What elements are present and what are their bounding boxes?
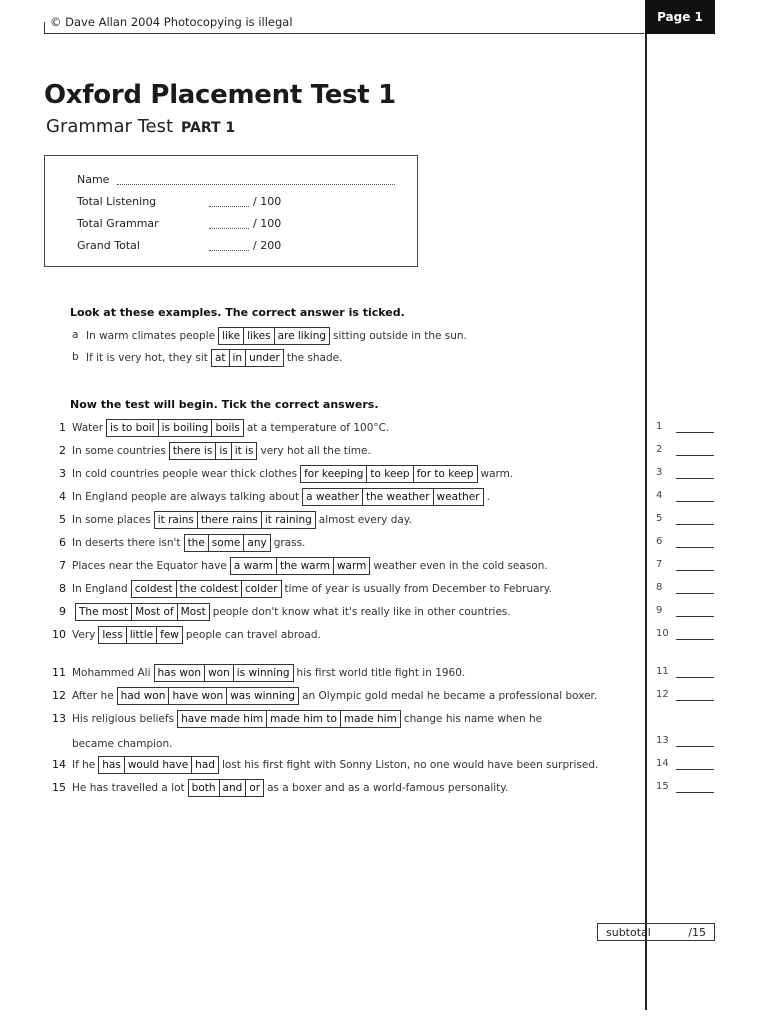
question-continuation: grass. xyxy=(273,537,306,549)
question-prompt: In warm climates people xyxy=(86,330,216,342)
question-text xyxy=(72,709,542,729)
subtotal-value: /15 xyxy=(688,925,706,939)
answer-blank[interactable] xyxy=(656,778,716,798)
answer-options xyxy=(131,580,282,598)
answer-options xyxy=(154,511,316,529)
answer-line xyxy=(676,432,714,433)
question-continuation: people can travel abroad. xyxy=(185,629,321,641)
question-text xyxy=(72,602,511,622)
answer-blank[interactable] xyxy=(656,464,716,484)
answer-number: 11 xyxy=(656,666,669,677)
answer-options xyxy=(302,488,483,506)
question-continuation: change his name when he xyxy=(403,713,543,725)
answer-option[interactable]: the warm xyxy=(276,558,333,574)
answer-line xyxy=(676,570,714,571)
answer-blank[interactable] xyxy=(656,510,716,530)
part-label: PART 1 xyxy=(181,120,236,136)
answer-option[interactable]: it rains xyxy=(157,514,194,526)
answer-options xyxy=(300,465,477,483)
answer-blank[interactable] xyxy=(656,418,716,438)
answer-option[interactable]: under xyxy=(245,350,283,366)
example-label: b xyxy=(72,351,79,363)
answer-option[interactable]: Most of xyxy=(131,604,177,620)
question-text xyxy=(86,326,467,346)
answer-option[interactable]: won xyxy=(204,665,233,681)
answer-option[interactable]: weather xyxy=(433,489,483,505)
question-continuation: warm. xyxy=(480,468,514,480)
question-continuation: at a temperature of 100°C. xyxy=(246,422,390,434)
score-field-grammar[interactable] xyxy=(209,218,249,229)
question-continuation: very hot all the time. xyxy=(260,445,371,457)
question-prompt: He has travelled a lot xyxy=(72,782,185,794)
answer-options xyxy=(75,603,210,621)
answer-option[interactable]: likes xyxy=(243,328,273,344)
score-value-grammar: / 100 xyxy=(253,217,282,230)
answer-option[interactable]: like xyxy=(222,330,241,342)
question-text xyxy=(72,441,371,461)
answer-option[interactable]: there rains xyxy=(197,512,261,528)
question-prompt: In England people are always talking about xyxy=(72,491,300,503)
answer-option[interactable]: a weather xyxy=(306,491,359,503)
answer-blank[interactable] xyxy=(656,602,716,622)
question-number: 12 xyxy=(52,689,66,702)
answer-option[interactable]: for keeping xyxy=(304,468,364,480)
question-continuation: the shade. xyxy=(286,352,343,364)
question-number: 1 xyxy=(59,421,66,434)
question-number: 10 xyxy=(52,628,66,641)
question-prompt: In some countries xyxy=(72,445,166,457)
margin-rule xyxy=(645,0,647,1010)
answer-option[interactable]: any xyxy=(243,535,269,551)
answer-option[interactable]: coldest xyxy=(134,583,173,595)
answer-line xyxy=(676,593,714,594)
answer-option[interactable]: is winning xyxy=(233,665,293,681)
answer-blank[interactable] xyxy=(656,686,716,706)
question-number: 3 xyxy=(59,467,66,480)
answer-number: 2 xyxy=(656,444,663,455)
question-row xyxy=(0,709,640,729)
question-number: 13 xyxy=(52,712,66,725)
score-field-grand-total[interactable] xyxy=(209,240,249,251)
example-row xyxy=(0,348,640,368)
answer-option[interactable]: made him xyxy=(340,711,400,727)
answer-line xyxy=(676,677,714,678)
answer-option[interactable]: has won xyxy=(157,667,202,679)
question-text xyxy=(72,778,508,798)
answer-option[interactable]: in xyxy=(229,350,246,366)
answer-number: 1 xyxy=(656,421,663,432)
question-continuation: people don't know what it's really like in other countries. xyxy=(212,606,511,618)
answer-options xyxy=(169,442,258,460)
answer-options xyxy=(188,779,264,797)
answer-line xyxy=(676,478,714,479)
question-prompt: His religious beliefs xyxy=(72,713,175,725)
question-text xyxy=(72,663,465,683)
question-row xyxy=(0,533,640,553)
question-continuation: . xyxy=(486,491,490,503)
page-title: Oxford Placement Test 1 xyxy=(44,80,396,110)
answer-option[interactable]: boils xyxy=(211,420,242,436)
answer-option[interactable]: a warm xyxy=(233,560,274,572)
answer-option[interactable]: would have xyxy=(124,757,191,773)
question-number: 15 xyxy=(52,781,66,794)
answer-line xyxy=(676,639,714,640)
answer-line xyxy=(676,700,714,701)
answer-option[interactable]: at xyxy=(214,352,226,364)
answer-line xyxy=(676,455,714,456)
answer-options xyxy=(106,419,244,437)
answer-option[interactable]: few xyxy=(156,627,182,643)
question-number: 11 xyxy=(52,666,66,679)
answer-option[interactable]: it raining xyxy=(261,512,315,528)
answer-option[interactable]: warm xyxy=(333,558,369,574)
score-field-listening[interactable] xyxy=(209,196,249,207)
question-continuation: almost every day. xyxy=(318,514,412,526)
answer-option[interactable]: has xyxy=(102,759,121,771)
question-row xyxy=(0,755,640,775)
subtotal-box xyxy=(597,923,715,941)
question-prompt: If he xyxy=(72,759,96,771)
answer-option[interactable]: had xyxy=(191,757,218,773)
answer-option[interactable]: had won xyxy=(120,690,166,702)
answer-number: 7 xyxy=(656,559,663,570)
answer-blank[interactable] xyxy=(656,579,716,599)
answer-option[interactable]: is to boil xyxy=(110,422,155,434)
score-label-listening: Total Listening xyxy=(77,195,157,208)
answer-option[interactable]: for to keep xyxy=(413,466,477,482)
answer-option[interactable]: there is xyxy=(172,445,213,457)
answer-options xyxy=(211,349,284,367)
answer-option[interactable]: to keep xyxy=(366,466,412,482)
question-row xyxy=(0,464,640,484)
answer-number: 6 xyxy=(656,536,663,547)
name-label: Name xyxy=(77,173,110,186)
question-text xyxy=(72,510,412,530)
question-row xyxy=(0,510,640,530)
question-prompt: In England xyxy=(72,583,128,595)
answer-number: 3 xyxy=(656,467,663,478)
answer-line xyxy=(676,524,714,525)
score-label-grand-total: Grand Total xyxy=(77,239,140,252)
question-prompt: In deserts there isn't xyxy=(72,537,181,549)
question-text xyxy=(72,533,305,553)
question-number: 8 xyxy=(59,582,66,595)
question-row xyxy=(0,663,640,683)
answer-options xyxy=(177,710,401,728)
answer-option[interactable]: the weather xyxy=(362,489,433,505)
test-instruction: Now the test will begin. Tick the correct answers. xyxy=(70,398,379,411)
subtitle-text: Grammar Test xyxy=(46,116,174,137)
answer-number: 12 xyxy=(656,689,669,700)
example-label: a xyxy=(72,329,79,341)
question-text xyxy=(86,348,342,368)
answer-option[interactable]: is boiling xyxy=(158,420,212,436)
answer-options xyxy=(98,626,183,644)
answer-option[interactable]: it is xyxy=(231,443,257,459)
question-number: 7 xyxy=(59,559,66,572)
question-text xyxy=(72,686,597,706)
answer-options xyxy=(154,664,294,682)
answer-option[interactable]: colder xyxy=(241,581,281,597)
answer-blank[interactable] xyxy=(656,556,716,576)
example-row xyxy=(0,326,640,346)
question-number: 4 xyxy=(59,490,66,503)
question-row xyxy=(0,441,640,461)
answer-line xyxy=(676,769,714,770)
question-prompt: Water xyxy=(72,422,104,434)
question-continuation: as a boxer and as a world-famous personality. xyxy=(267,782,509,794)
answer-option[interactable]: less xyxy=(102,629,123,641)
question-prompt: Mohammed Ali xyxy=(72,667,151,679)
answer-number: 9 xyxy=(656,605,663,616)
score-value-grand-total: / 200 xyxy=(253,239,282,252)
answer-option[interactable]: the coldest xyxy=(176,581,241,597)
question-text xyxy=(72,464,513,484)
answer-option[interactable]: The most xyxy=(79,606,129,618)
question-row xyxy=(0,487,640,507)
answer-option[interactable]: the xyxy=(187,537,205,549)
answer-option[interactable]: is xyxy=(215,443,230,459)
answer-blank[interactable] xyxy=(656,533,716,553)
answer-line xyxy=(676,547,714,548)
answer-line xyxy=(676,792,714,793)
question-text xyxy=(72,556,548,576)
answer-option[interactable]: made him to xyxy=(266,711,340,727)
answer-blank[interactable] xyxy=(656,441,716,461)
page-number-tab: Page 1 xyxy=(645,0,715,34)
question-text xyxy=(72,418,389,438)
question-continuation: an Olympic gold medal he became a professional boxer. xyxy=(302,690,598,702)
answer-blank[interactable] xyxy=(656,755,716,775)
answer-options xyxy=(218,327,330,345)
name-field[interactable] xyxy=(117,174,395,185)
question-row xyxy=(0,579,640,599)
answer-number: 4 xyxy=(656,490,663,501)
answer-option[interactable]: have made him xyxy=(181,713,264,725)
question-continuation: time of year is usually from December to February. xyxy=(284,583,552,595)
answer-line xyxy=(676,746,714,747)
answer-options xyxy=(184,534,271,552)
question-prompt: In some places xyxy=(72,514,151,526)
question-number: 5 xyxy=(59,513,66,526)
answer-option[interactable]: and xyxy=(219,780,246,796)
answer-options xyxy=(98,756,219,774)
q13-continuation: became champion. xyxy=(72,738,173,750)
answer-number: 15 xyxy=(656,781,669,792)
answer-blank[interactable] xyxy=(656,732,716,752)
question-prompt: If it is very hot, they sit xyxy=(86,352,208,364)
question-text xyxy=(72,625,321,645)
answer-option[interactable]: are liking xyxy=(274,328,329,344)
question-row xyxy=(0,418,640,438)
answer-number: 14 xyxy=(656,758,669,769)
answer-line xyxy=(676,616,714,617)
answer-option[interactable]: little xyxy=(126,627,156,643)
question-number: 6 xyxy=(59,536,66,549)
answer-options xyxy=(230,557,371,575)
question-prompt: Very xyxy=(72,629,96,641)
score-value-listening: / 100 xyxy=(253,195,282,208)
question-row xyxy=(0,686,640,706)
answer-blank[interactable] xyxy=(656,663,716,683)
question-prompt: In cold countries people wear thick clothes xyxy=(72,468,298,480)
copyright-text: © Dave Allan 2004 Photocopying is illegal xyxy=(50,15,293,29)
answer-blank[interactable] xyxy=(656,487,716,507)
answer-option[interactable]: both xyxy=(191,782,216,794)
question-row xyxy=(0,556,640,576)
question-continuation: lost his first fight with Sonny Liston, no one would have been surprised. xyxy=(221,759,599,771)
question-row xyxy=(0,778,640,798)
answer-option[interactable]: Most xyxy=(177,604,209,620)
question-text xyxy=(72,755,598,775)
question-continuation: his first world title fight in 1960. xyxy=(296,667,466,679)
header-rule xyxy=(44,33,644,34)
answer-option[interactable]: some xyxy=(208,535,244,551)
answer-number: 10 xyxy=(656,628,669,639)
question-prompt: Places near the Equator have xyxy=(72,560,227,572)
page-subtitle xyxy=(46,116,235,137)
question-number: 14 xyxy=(52,758,66,771)
question-continuation: weather even in the cold season. xyxy=(373,560,548,572)
question-continuation: sitting outside in the sun. xyxy=(333,330,467,342)
examples-instruction: Look at these examples. The correct answer is ticked. xyxy=(70,306,405,319)
question-text xyxy=(72,487,490,507)
answer-option[interactable]: or xyxy=(245,780,263,796)
question-number: 9 xyxy=(59,605,66,618)
answer-blank[interactable] xyxy=(656,625,716,645)
score-box xyxy=(44,155,418,267)
answer-option[interactable]: have won xyxy=(168,688,226,704)
question-text xyxy=(72,579,552,599)
answer-number: 13 xyxy=(656,735,669,746)
question-row xyxy=(0,602,640,622)
question-row xyxy=(0,625,640,645)
subtotal-label: subtotal xyxy=(606,925,651,939)
answer-number: 5 xyxy=(656,513,663,524)
question-number: 2 xyxy=(59,444,66,457)
answer-line xyxy=(676,501,714,502)
score-label-grammar: Total Grammar xyxy=(77,217,159,230)
answer-option[interactable]: was winning xyxy=(226,688,298,704)
answer-options xyxy=(117,687,299,705)
answer-number: 8 xyxy=(656,582,663,593)
question-prompt: After he xyxy=(72,690,114,702)
